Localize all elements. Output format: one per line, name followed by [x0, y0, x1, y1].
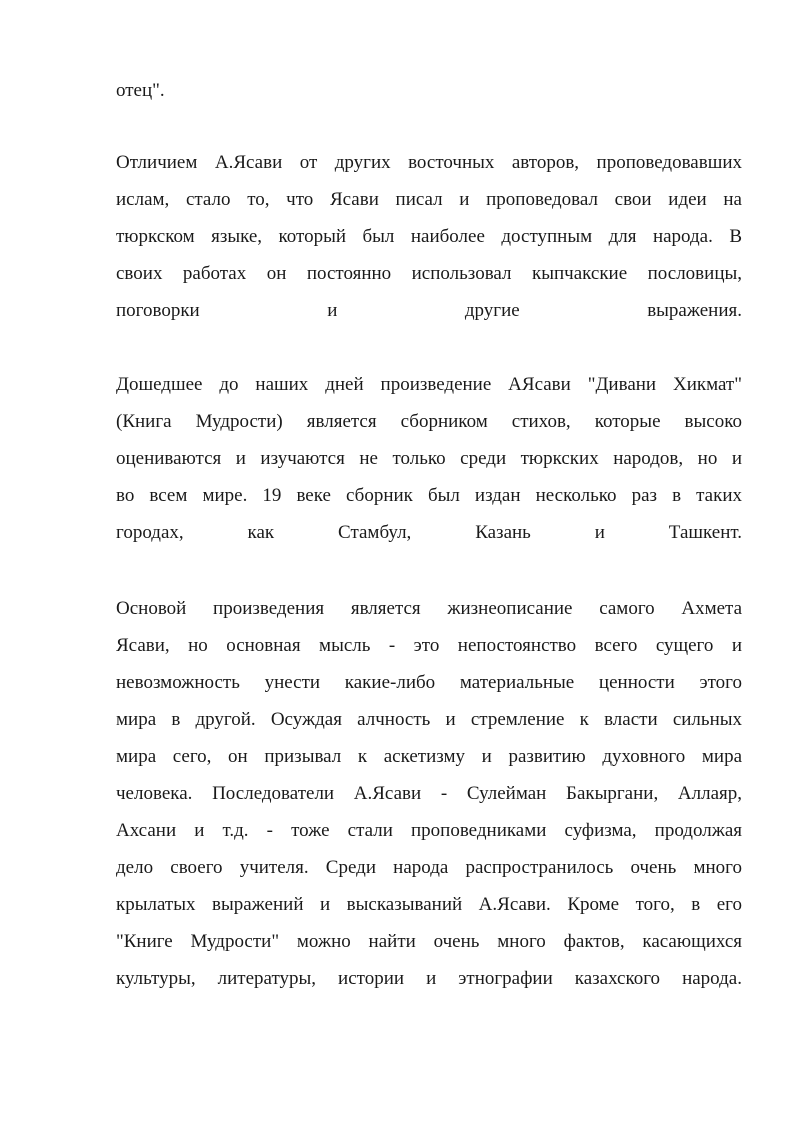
- text-line: дело своего учителя. Среди народа распространилось очень много: [116, 857, 742, 878]
- text-line: во всем мире. 19 веке сборник был издан несколько раз в таких: [116, 485, 742, 506]
- text-line: Ясави, но основная мысль - это непостоянство всего сущего и: [116, 635, 742, 656]
- text-line: Дошедшее до наших дней произведение АЯсави "Дивани Хикмат": [116, 374, 742, 395]
- text-line: мира сего, он призывал к аскетизму и развитию духовного мира: [116, 746, 742, 767]
- text-line: городах, как Стамбул, Казань и Ташкент.: [116, 522, 742, 543]
- text-line: культуры, литературы, истории и этнографии казахского народа.: [116, 968, 742, 989]
- paragraph-continuation: [116, 72, 742, 109]
- text-line: мира в другой. Осуждая алчность и стремление к власти сильных: [116, 709, 742, 730]
- text-line: поговорки и другие выражения.: [116, 300, 742, 321]
- paragraph-main-idea: [116, 590, 742, 997]
- text-line: Основой произведения является жизнеописание самого Ахмета: [116, 598, 742, 619]
- text-line: Ахсани и т.д. - тоже стали проповедниками суфизма, продолжая: [116, 820, 742, 841]
- text-line: (Книга Мудрости) является сборником стихов, которые высоко: [116, 411, 742, 432]
- text-line: тюркском языке, который был наиболее доступным для народа. В: [116, 226, 742, 247]
- text-line: отец".: [116, 80, 165, 101]
- text-line: невозможность унести какие-либо материальные ценности этого: [116, 672, 742, 693]
- paragraph-yasavi-language: [116, 144, 742, 329]
- text-line: Отличием А.Ясави от других восточных авторов, проповедовавших: [116, 152, 742, 173]
- paragraph-divani-hikmat: [116, 366, 742, 551]
- text-line: крылатых выражений и высказываний А.Ясави. Кроме того, в его: [116, 894, 742, 915]
- text-line: "Книге Мудрости" можно найти очень много фактов, касающихся: [116, 931, 742, 952]
- text-line: оцениваются и изучаются не только среди тюркских народов, но и: [116, 448, 742, 469]
- text-line: своих работах он постоянно использовал кыпчакские пословицы,: [116, 263, 742, 284]
- text-line: ислам, стало то, что Ясави писал и проповедовал свои идеи на: [116, 189, 742, 210]
- text-line: человека. Последователи А.Ясави - Сулейман Бакыргани, Аллаяр,: [116, 783, 742, 804]
